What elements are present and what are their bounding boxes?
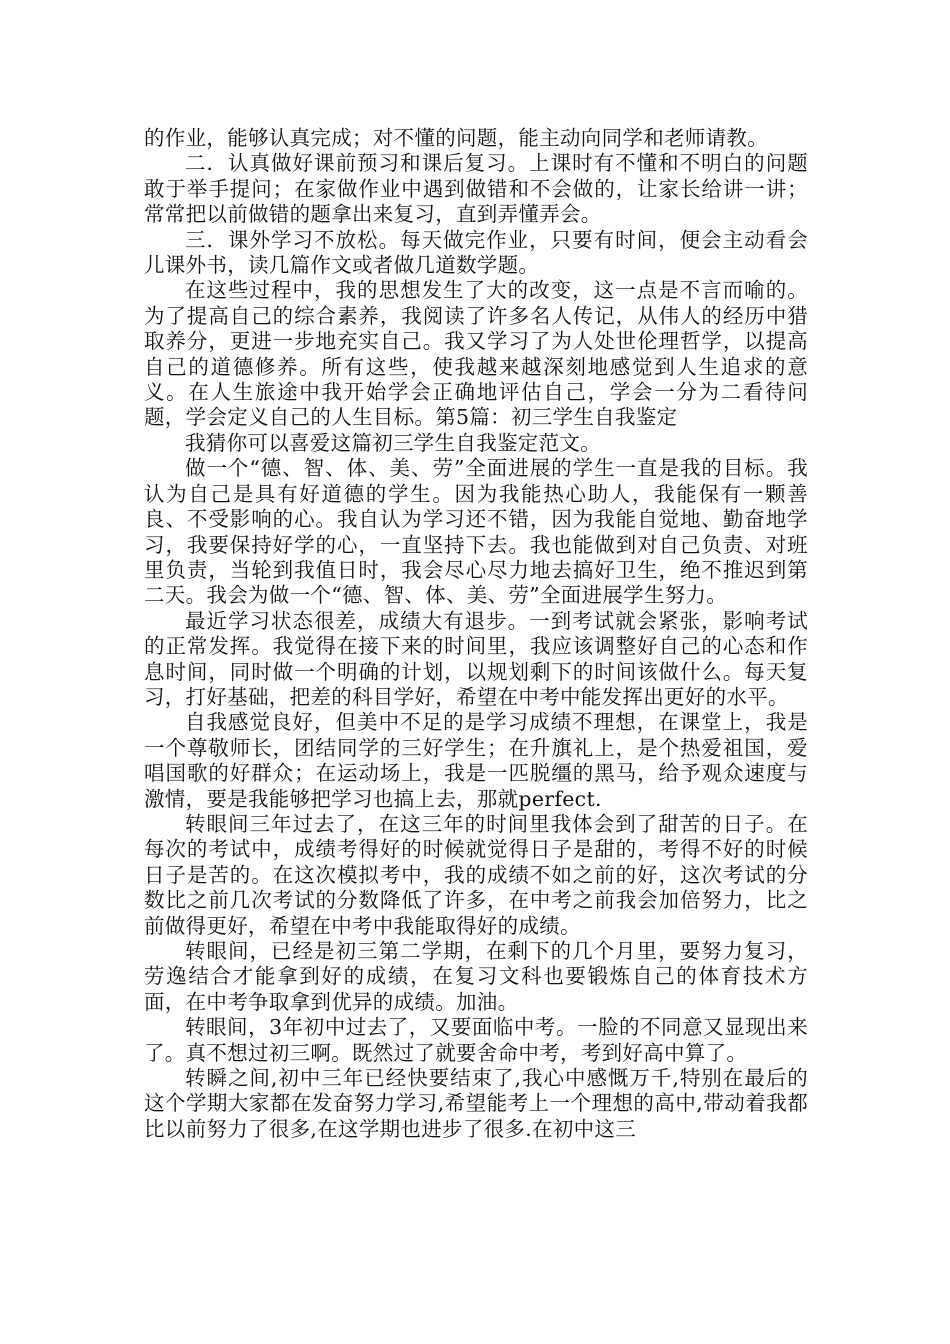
paragraph-5: 我猜你可以喜爱这篇初三学生自我鉴定范文。 <box>185 430 601 455</box>
paragraph-4: 在这些过程中，我的思想发生了大的改变，这一点是不言而喻的。为了提高自己的综合素养，我阅读了许多名人传记，从伟人的经历中猎取养分，更进一步地充实自己。我又学习了为人处世伦理哲学，以提高自己的道德修养。所有这些，使我越来越深刻地感觉到人生追求的意义。在人生旅途中我开始学会正确地评估自己，学会一分为二看待问题，学会定义自己的人生目标。第5篇：初三学生自我鉴定 <box>144 278 808 430</box>
paragraph-8: 自我感觉良好，但美中不足的是学习成绩不理想，在课堂上，我是一个尊敬师长，团结同学的三好学生；在升旗礼上，是个热爱祖国，爱唱国歌的好群众；在运动场上，我是一匹脱缰的黑马，给予观众速度与激情，要是我能够把学习也搞上去，那就perfect. <box>144 710 808 811</box>
paragraph-2: 二．认真做好课前预习和课后复习。上课时有不懂和不明白的问题敢于举手提问；在家做作业中遇到做错和不会做的，让家长给讲一讲；常常把以前做错的题拿出来复习，直到弄懂弄会。 <box>144 151 808 227</box>
paragraph-11: 转眼间，3年初中过去了，又要面临中考。一脸的不同意又显现出来了。真不想过初三啊。既然过了就要舍命中考，考到好高中算了。 <box>144 1015 808 1065</box>
paragraph-7: 最近学习状态很差，成绩大有退步。一到考试就会紧张，影响考试的正常发挥。我觉得在接下来的时间里，我应该调整好自己的心态和作息时间，同时做一个明确的计划，以规划剩下的时间该做什么。每天复习，打好基础，把差的科目学好，希望在中考中能发挥出更好的水平。 <box>144 608 808 709</box>
paragraph-1: 的作业，能够认真完成；对不懂的问题，能主动向同学和老师请教。 <box>144 126 768 150</box>
paragraph-6: 做一个“德、智、体、美、劳”全面进展的学生一直是我的目标。我认为自己是具有好道德的学生。因为我能热心助人，我能保有一颗善良、不受影响的心。我自认为学习还不错，因为我能自觉地、勤奋地学习，我要保持好学的心，一直坚持下去。我也能做到对自己负责、对班里负责，当轮到我值日时，我会尽心尽力地去搞好卫生，绝不推迟到第二天。我会为做一个“德、智、体、美、劳”全面进展学生努力。 <box>144 456 808 608</box>
paragraph-10: 转眼间，已经是初三第二学期，在剩下的几个月里，要努力复习，劳逸结合才能拿到好的成绩，在复习文科也要锻炼自己的体育技术方面，在中考争取拿到优异的成绩。加油。 <box>144 939 808 1014</box>
paragraph-12: 转瞬之间,初中三年已经快要结束了,我心中感慨万千,特别在最后的这个学期大家都在发奋努力学习,希望能考上一个理想的高中,带动着我都比以前努力了很多,在这学期也进步了很多.在初中这三 <box>144 1066 808 1141</box>
document-page <box>144 126 808 1142</box>
paragraph-9: 转眼间三年过去了，在这三年的时间里我体会到了甜苦的日子。在每次的考试中，成绩考得好的时候就觉得日子是甜的，考得不好的时候日子是苦的。在这次模拟考中，我的成绩不如之前的好，这次考试的分数比之前几次考试的分数降低了许多，在中考之前我会加倍努力，比之前做得更好，希望在中考中我能取得好的成绩。 <box>144 811 808 938</box>
paragraph-3: 三．课外学习不放松。每天做完作业，只要有时间，便会主动看会儿课外书，读几篇作文或者做几道数学题。 <box>144 227 808 278</box>
